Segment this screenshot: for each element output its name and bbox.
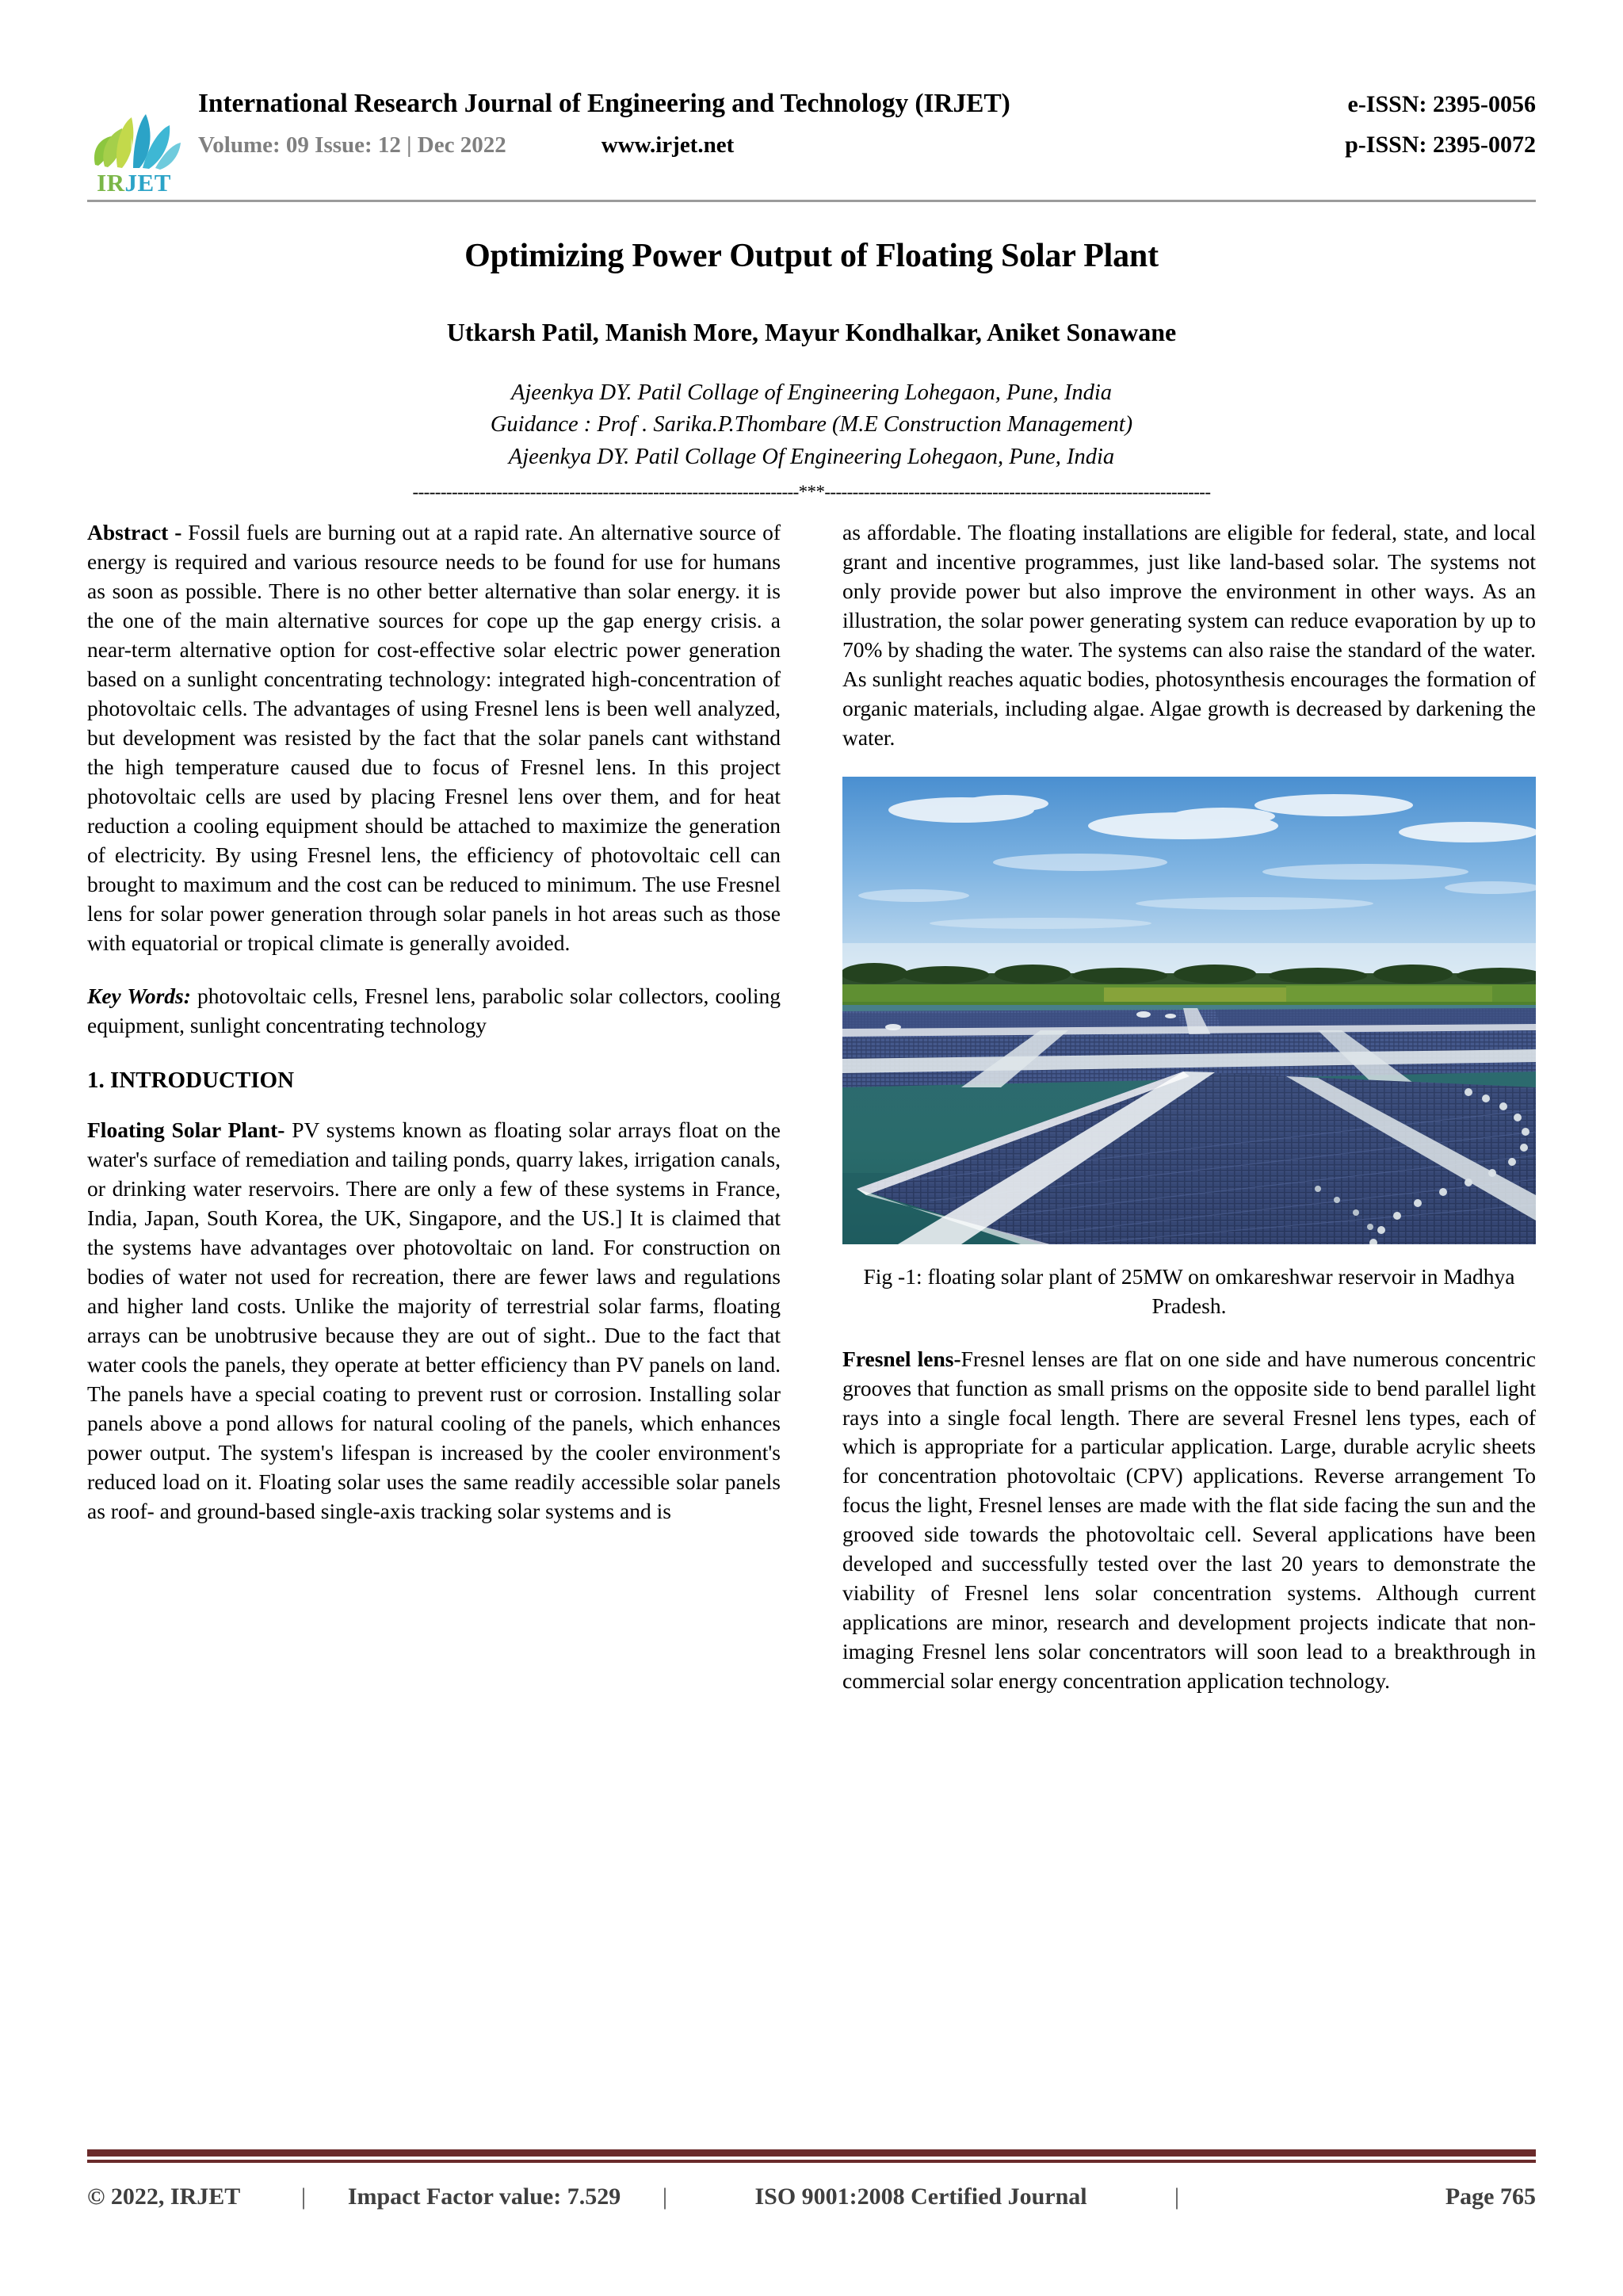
section-heading-introduction: 1. INTRODUCTION: [87, 1068, 295, 1094]
footer-content-row: [87, 2183, 1536, 2210]
footer-copyright: © 2022, IRJET: [87, 2183, 241, 2210]
fresnel-lens-label: Fresnel lens-: [842, 1346, 961, 1371]
floating-solar-plant-label: Floating Solar Plant-: [87, 1117, 285, 1143]
e-issn: e-ISSN: 2395-0056: [1347, 91, 1536, 117]
irjet-logo-wordmark: [87, 170, 181, 195]
separator-stars: ***: [798, 483, 825, 502]
logo-word-ir: IR: [97, 169, 125, 197]
floating-solar-plant-text: PV systems known as floating solar arrays float on the water's surface of remediation and tailing ponds, quarry lakes, irrigation canals, or drinking water reservoirs. There are only a few of these systems in France, India, Japan, South Korea, the UK, Singapore, and the US.] It is claimed that the systems have advantages over photovoltaic on land. For construction on bodies of water not used for recreation, there are fewer laws and regulations and higher land costs. Unlike the majority of terrestrial solar farms, floating arrays can be unobtrusive because they are out of sight.. Due to the fact that water cools the panels, they operate at better efficiency than PV panels on land. The panels have a special coating to prevent rust or corrosion. Installing solar panels above a pond allows for natural cooling of the panels, which enhances power output. The system's lifespan is increased by the cooler environment's reduced load on it. Floating solar uses the same readily accessible solar panels as roof- and ground-based single-axis tracking solar systems and is: [87, 1117, 781, 1523]
journal-website[interactable]: www.irjet.net: [601, 132, 735, 158]
fresnel-lens-paragraph: [842, 1345, 1536, 1697]
footer-rule-thin: [87, 2160, 1536, 2163]
author-list: Utkarsh Patil, Manish More, Mayur Kondhalkar, Aniket Sonawane: [446, 318, 1177, 346]
page-title: Optimizing Power Output of Floating Solar Plant: [464, 238, 1159, 274]
footer-divider-2: |: [663, 2183, 668, 2210]
separator-dashes-left: ---------------------------------------------------------------------: [412, 483, 799, 502]
floating-solar-plant-paragraph: [87, 1116, 781, 1526]
right-column: [842, 518, 1536, 1992]
affiliation-line-1: Ajeenkya DY. Patil Collage of Engineering Lohegaon, Pune, India: [510, 380, 1113, 405]
logo-word-jet: JET: [124, 169, 171, 197]
footer-rule-thick: [87, 2149, 1536, 2157]
abstract-separator: [87, 483, 1536, 501]
footer-page-number: Page 765: [1445, 2183, 1536, 2210]
masthead-row-2: [198, 132, 1536, 159]
masthead-row-1: [198, 89, 1536, 119]
affiliation-block: [87, 377, 1536, 473]
affiliation-line-3: Ajeenkya DY. Patil Collage Of Engineering Lohegaon, Pune, India: [508, 444, 1115, 469]
masthead-text-block: [198, 89, 1536, 159]
volume-issue: Volume: 09 Issue: 12 | Dec 2022: [198, 132, 506, 158]
continued-paragraph: as affordable. The floating installations are eligible for federal, state, and local grant and incentive programmes, just like land-based solar. The systems not only provide power but also improve the environment in other ways. As an illustration, the solar power generating system can reduce evaporation by up to 70% by shading the water. The systems can also raise the standard of the water. As sunlight reaches aquatic bodies, photosynthesis encourages the formation of organic materials, including algae. Algae growth is decreased by darkening the water.: [842, 520, 1536, 751]
irjet-logo: [87, 109, 181, 195]
left-column: [87, 518, 781, 1992]
abstract-paragraph: [87, 518, 781, 958]
fresnel-lens-text: Fresnel lenses are flat on one side and have numerous concentric grooves that function as small prisms on the opposite side to bend parallel light rays into a single focal length. There are several Fresnel lens types, each of which is appropriate for a particular application. Large, durable acrylic sheets for concentration photovoltaic (CPV) applications. Reverse arrangement To focus the light, Fresnel lenses are made with the flat side facing the sun and the grooved side towards the photovoltaic cell. Several applications have been developed and successfully tested over the last 20 years to demonstrate the viability of Fresnel lens solar concentration systems. Although current applications are minor, research and development projects indicate that non-imaging Fresnel lens solar concentrators will soon lead to a breakthrough in commercial solar energy concentration application technology.: [842, 1346, 1537, 1694]
figure-caption: Fig -1: floating solar plant of 25MW on omkareshwar reservoir in Madhya Pradesh.: [863, 1264, 1515, 1319]
footer-divider-3: |: [1174, 2183, 1180, 2210]
floating-solar-plant-photo: [842, 777, 1536, 1244]
abstract-text: Fossil fuels are burning out at a rapid rate. An alternative source of energy is required and various resource needs to be found for use for humans as soon as possible. There is no other better alternative than solar energy. it is the one of the main alternative sources for cope up the gap energy crisis. a near-term alternative option for cost-effective solar electric power generation based on a sunlight concentrating technology: integrated high-concentration of photovoltaic cells. The advantages of using Fresnel lens is been well analyzed, but development was resisted by the fact that the solar panels cant withstand the high temperature caused due to focus of Fresnel lens. In this project photovoltaic cells are used by placing Fresnel lens over them, and for heat reduction a cooling equipment should be attached to maximize the generation of electricity. By using Fresnel lens, the efficiency of photovoltaic cell can brought to maximum and the cost can be reduced to minimum. The use Fresnel lens for solar power generation through solar panels in hot areas such as those with equatorial or tropical climate is generally avoided.: [87, 520, 781, 956]
two-column-body: [87, 518, 1536, 1992]
journal-title: International Research Journal of Engineering and Technology (IRJET): [198, 89, 1010, 118]
abstract-label: Abstract -: [87, 520, 182, 545]
journal-masthead: [87, 0, 1536, 197]
footer-iso-certification: ISO 9001:2008 Certified Journal: [754, 2183, 1087, 2210]
separator-dashes-right: ---------------------------------------------------------------------: [824, 483, 1211, 502]
affiliation-line-2: Guidance : Prof . Sarika.P.Thombare (M.E Construction Management): [490, 412, 1133, 437]
keywords-paragraph: [87, 982, 781, 1041]
footer-divider-1: |: [301, 2183, 307, 2210]
p-issn: p-ISSN: 2395-0072: [1345, 132, 1536, 158]
footer-impact-factor: Impact Factor value: 7.529: [347, 2183, 621, 2210]
figure-1: [842, 777, 1536, 1320]
page-footer: [87, 2149, 1536, 2210]
keywords-text: photovoltaic cells, Fresnel lens, parabolic solar collectors, cooling equipment, sunlight concentrating technology: [87, 984, 781, 1038]
keywords-label: Key Words:: [87, 984, 191, 1009]
irjet-leaf-fan-icon: [87, 109, 181, 170]
header-divider: [87, 200, 1536, 202]
